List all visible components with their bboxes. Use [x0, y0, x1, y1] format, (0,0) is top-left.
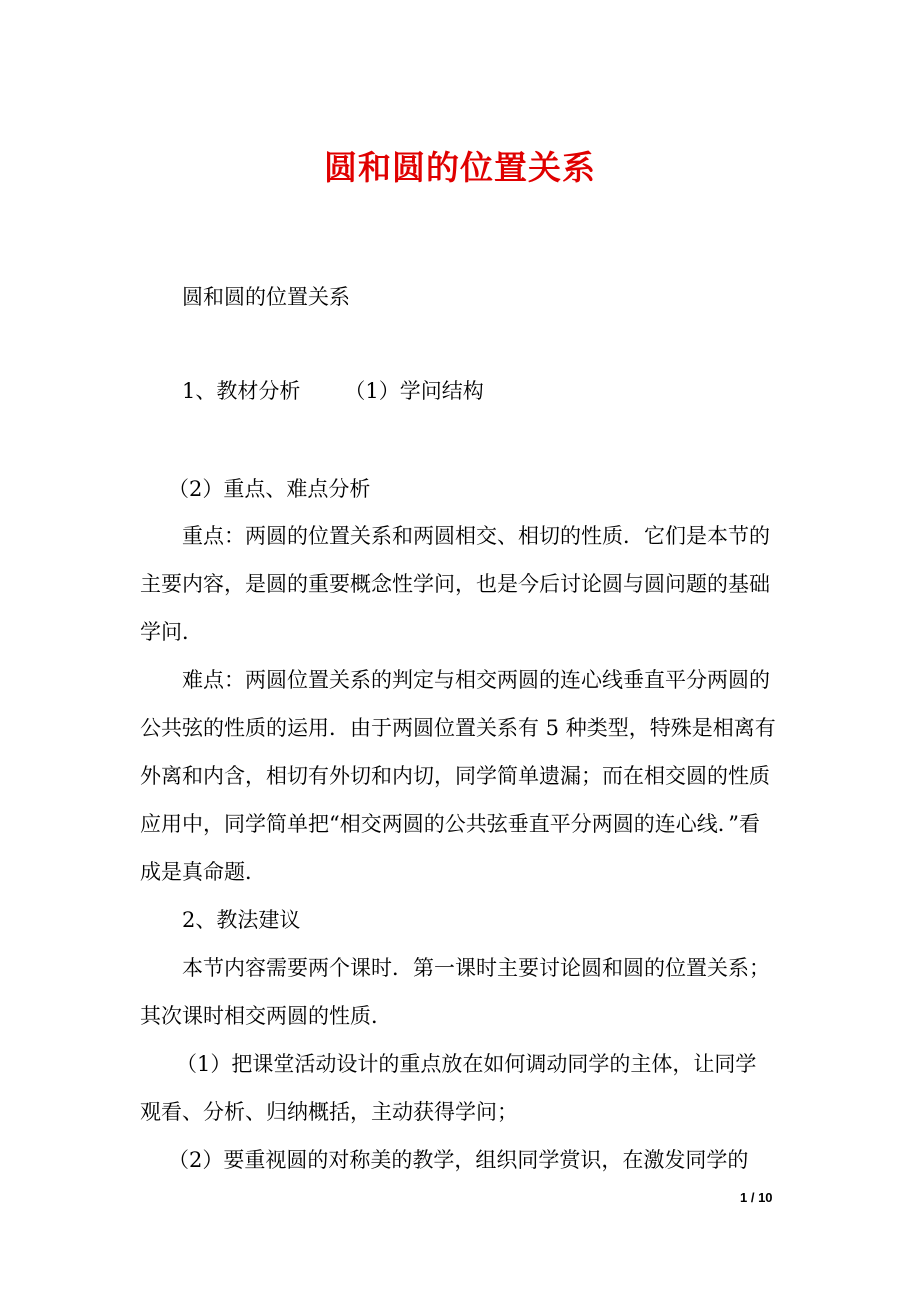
paragraph-line: 难点：两圆位置关系的判定与相交两圆的连心线垂直平分两圆的: [182, 668, 770, 692]
section-1-heading: 1、教材分析: [182, 379, 301, 403]
paragraph-line: 公共弦的性质的运用．由于两圆位置关系有 5 种类型，特殊是相离有: [140, 716, 776, 740]
paragraph-line: 成是真命题．: [140, 860, 266, 884]
paragraph-line: 学问．: [140, 620, 203, 644]
paragraph-line: 本节内容需要两个课时．第一课时主要讨论圆和圆的位置关系；: [182, 956, 770, 980]
paragraph-line: 应用中，同学简单把“相交两圆的公共弦垂直平分两圆的连心线．”看: [140, 812, 760, 836]
paragraph-line: 观看、分析、归纳概括，主动获得学问；: [140, 1100, 518, 1124]
paragraph-line: （2）要重视圆的对称美的教学，组织同学赏识，在激发同学的: [168, 1148, 749, 1172]
subsection-knowledge-structure: （1）学问结构: [344, 379, 484, 403]
section-2-heading: 2、教法建议: [182, 908, 301, 932]
subsection-keypoints-heading: （2）重点、难点分析: [168, 477, 371, 501]
subtitle-line: 圆和圆的位置关系: [182, 285, 350, 309]
paragraph-line: 其次课时相交两圆的性质．: [140, 1004, 392, 1028]
document-title: 圆和圆的位置关系: [324, 148, 596, 187]
section-heading-line: [182, 374, 842, 408]
paragraph-line: 重点：两圆的位置关系和两圆相交、相切的性质．它们是本节的: [182, 524, 770, 548]
paragraph-line: 主要内容，是圆的重要概念性学问，也是今后讨论圆与圆问题的基础: [140, 572, 770, 596]
page-number: 1 / 10: [740, 1190, 773, 1205]
paragraph-line: （1）把课堂活动设计的重点放在如何调动同学的主体，让同学: [176, 1052, 757, 1076]
paragraph-line: 外离和内含，相切有外切和内切，同学简单遗漏；而在相交圆的性质: [140, 764, 770, 788]
